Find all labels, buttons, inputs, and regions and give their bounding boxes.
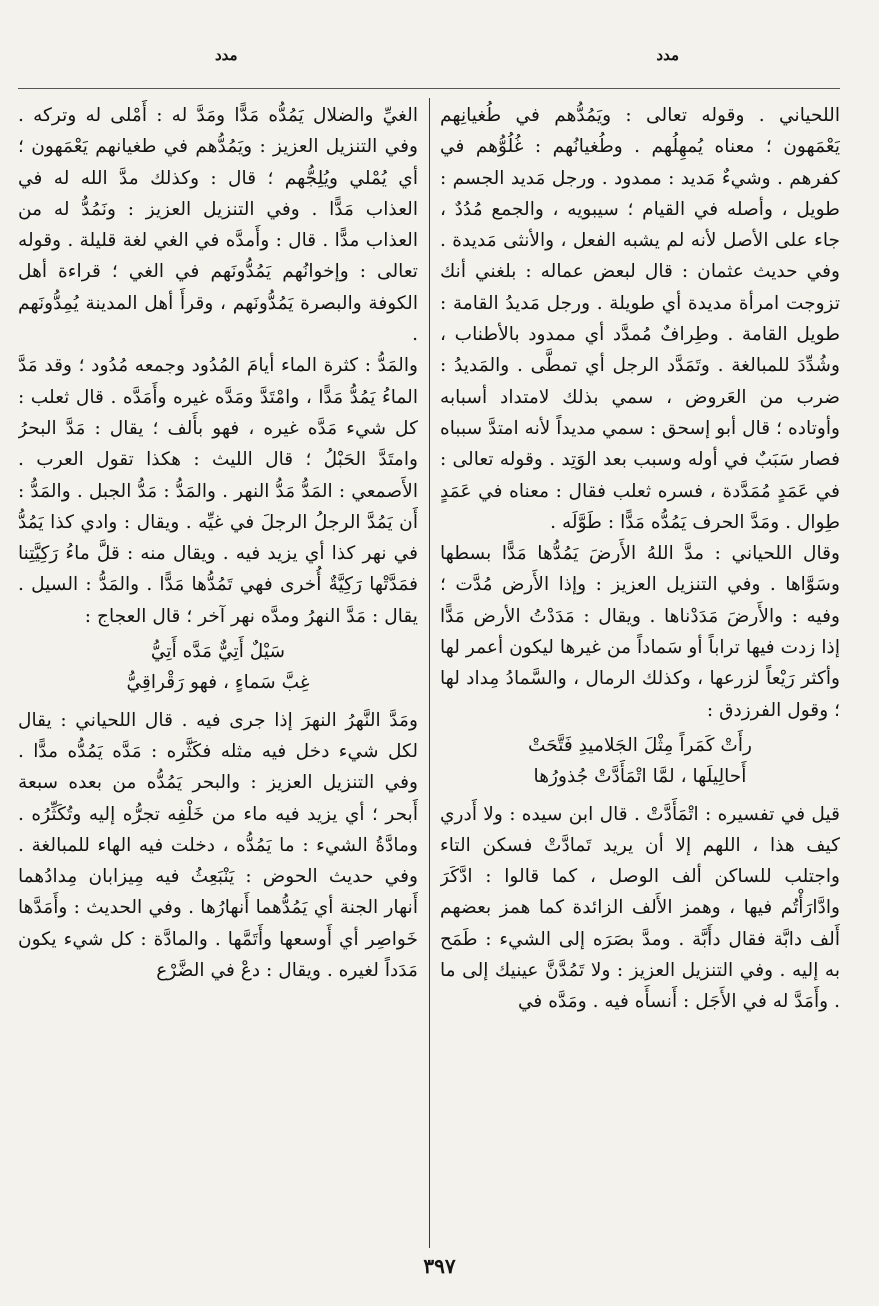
left-verse-line-1: سَيْلٌ أَتِيٌّ مَدَّه أَتِيُّ (150, 641, 286, 663)
running-head-right: مدد (656, 46, 679, 64)
left-paragraph-2: والمَدُّ : كثرة الماء أيامَ المُدُود وجمعه مُدُود ؛ وقد مَدَّ الماءُ يَمُدُّ مَدًّا ، وامْتَدَّ ومَدَّه غيره وأَمَدَّه . قال ثعلب : كل شيء مَدَّه غيره ، فهو بأَلف ؛ يقال : مَدَّ البحرُ وامتَدَّ الحَبْلُ ؛ قال الليث : هكذا تقول العرب . الأَصمعي : المَدُّ مَدُّ النهر . والمَدُّ : مَدُّ الجبل . والمَدُّ : أَن يَمُدَّ الرجلُ الرجلَ في غيِّه . ويقال : وادي كذا يَمُدُّ في نهر كذا أي يزيد فيه . ويقال منه : قلَّ ماءُ رَكِيَّتِنا فمَدَّتْها رَكِيَّةٌ أُخرى فهي تَمُدُّها مَدًّا . والمَدُّ : السيل . يقال : مَدَّ النهرُ ومدَّه نهر آخر ؛ قال العجاج : (18, 355, 418, 627)
top-divider (18, 88, 840, 89)
right-verse-line-1: رأَتْ كَمَراً مِثْلَ الجَلاميدِ فَتَّحَتْ (528, 734, 752, 756)
column-divider (429, 98, 430, 1248)
left-column (18, 100, 418, 1250)
left-paragraph-1: الغيِّ والضلال يَمُدُّه مَدًّا ومَدَّ له : أَمْلى له وتركه . وفي التنزيل العزيز : ويَمُدُّهم في طغيانهم يَعْمَهون ؛ أي يُمْلي ويُلِجُّهم ؛ قال : وكذلك مدَّ الله له في العذاب مَدًّا . وفي التنزيل العزيز : ونَمُدُّ له من العذاب مدًّا . قال : وأَمدَّه في الغي لغة قليلة . وقوله تعالى : وإخوانُهم يَمُدُّونَهم في الغي ؛ قراءة أهل الكوفة والبصرة يَمُدُّونَهم ، وقرأَ أهل المدينة يُمِدُّونَهم . (18, 105, 418, 346)
right-paragraph-2: وقال اللحياني : مدَّ اللهُ الأَرضَ يَمُدُّها مَدًّا بسطها وسَوَّاها . وفي التنزيل العزيز : وإذا الأَرض مُدَّت ؛ وفيه : والأَرضَ مَدَدْناها . ويقال : مَدَدْتُ الأرض مَدًّا إذا زدت فيها تراباً أو سَماداً من غيرها ليكون أعمر لها وأكثر رَيْعاً لزرعها ، وكذلك الرمال ، والسَّمادُ مِداد لها ؛ وقول الفرزدق : (440, 543, 840, 721)
page-number: ٣٩٧ (423, 1254, 456, 1278)
right-verse (440, 730, 840, 793)
running-head-left: مدد (215, 46, 238, 64)
left-verse-line-2: غِبَّ سَماءٍ ، فهو رَقْراقِيُّ (126, 672, 310, 694)
right-column (440, 100, 840, 1250)
right-paragraph-1: اللحياني . وقوله تعالى : ويَمُدُّهم في طُغيانِهم يَعْمَهون ؛ معناه يُمهِلُهم . وطُغيانُهم : غُلُوُّهم في كفرهم . وشيءٌ مَديد : ممدود . ورجل مَديد الجسم : طويل ، وأصله في القيام ؛ سيبويه ، والجمع مُدُدٌ ، جاء على الأصل لأنه لم يشبه الفعل ، والأنثى مَديدة . وفي حديث عثمان : قال لبعض عماله : بلغني أنك تزوجت امرأة مديدة أي طويلة . ورجل مَديدُ القامة : طويل القامة . وطِرافٌ مُمدَّد أي ممدود بالأطناب ، وشُدِّدَ للمبالغة . وتَمَدَّد الرجل أي تمطَّى . والمَديدُ : ضرب من العَروض ، سمي بذلك لامتداد أسبابه وأوتاده ؛ قال أبو إسحق : سمي مديداً لأنه امتدَّ سبباه فصار سَبَبٌ في أوله وسبب بعد الوَتِد . وقوله تعالى : في عَمَدٍ مُمَدَّدة ، فسره ثعلب فقال : معناه في عَمَدٍ طِوال . ومَدَّ الحرف يَمُدُّه مَدًّا : طَوَّلَه . (440, 105, 840, 533)
right-paragraph-3: قيل في تفسيره : اتْمَأَدَّتْ . قال ابن سيده : ولا أَدري كيف هذا ، اللهم إلا أن يريد تَمادَّتْ فسكن التاء واجتلب للساكن ألف الوصل ، كما قالوا : ادَّكَرَ وادَّارَأْتُم فيها ، وهمز الأَلف الزائدة كما همز بعضهم أَلف دابَّة فقال دأَبَّة . ومدَّ بصَرَه إلى الشيء : طَمَح به إليه . وفي التنزيل العزيز : ولا تَمُدَّنَّ عينيك إلى ما . وأَمَدَّ له في الأَجَل : أَنسأَه فيه . ومَدَّه في (440, 803, 840, 1013)
left-verse (18, 636, 418, 699)
right-verse-line-2: أَحالِيلَها ، لمَّا اتْمَأَدَّتْ جُذورُها (533, 766, 747, 788)
left-paragraph-3: ومَدَّ النَّهرُ النهرَ إذا جرى فيه . قال اللحياني : يقال لكل شيء دخل فيه مثله فكَثَّره : مَدَّه يَمُدُّه مدًّا . وفي التنزيل العزيز : والبحر يَمُدُّه من بعده سبعة أَبحر ؛ أي يزيد فيه ماء من خَلْفِه تجرُّه إليه وتُكَثِّرُه . ومادَّةُ الشيء : ما يَمُدُّه ، دخلت فيه الهاء للمبالغة . وفي حديث الحوض : يَنْبَعِثُ فيه مِيزابان مِدادُهما أَنهار الجنة أي يَمُدُّهما أَنهارُها . وفي الحديث : وأَمَدَّها خَواصِر أي أَوسعها وأَتَمَّها . والمادَّة : كل شيء يكون مَدَداً لغيره . ويقال : دعْ في الضَّرْع (18, 709, 418, 982)
